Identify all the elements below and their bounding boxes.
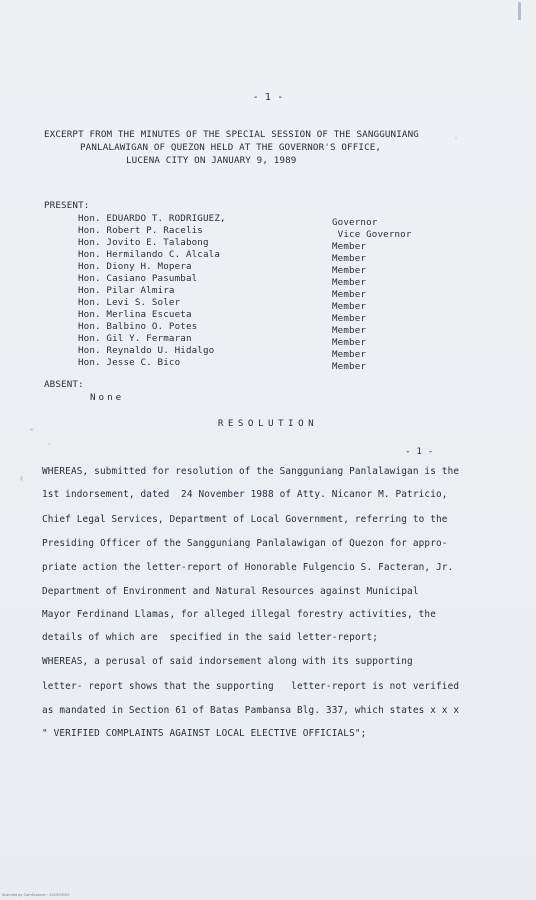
- member-name: Hon. Casiano Pasumbal: [78, 273, 198, 284]
- member-role: Member: [332, 349, 367, 360]
- heading-line-1: EXCERPT FROM THE MINUTES OF THE SPECIAL SESSION OF THE SANGGUNIANG: [44, 129, 419, 140]
- binding-mark: [518, 2, 521, 20]
- absent-value: None: [90, 392, 125, 403]
- member-name: Hon. Jovito E. Talabong: [78, 237, 209, 248]
- member-role: Member: [332, 265, 367, 276]
- member-name: Hon. Reynaldo U. Hidalgo: [78, 345, 215, 356]
- body-line: Mayor Ferdinand Llamas, for alleged illegal forestry activities, the: [42, 609, 437, 620]
- member-role: Member: [332, 361, 367, 372]
- body-line: Chief Legal Services, Department of Local Government, referring to the: [42, 514, 448, 525]
- member-role: Member: [332, 277, 367, 288]
- present-label: PRESENT:: [44, 200, 90, 211]
- body-line: letter- report shows that the supporting letter-report is not verified: [42, 681, 460, 692]
- body-line: 1st indorsement, dated 24 November 1988 of Atty. Nicanor M. Patricio,: [42, 489, 448, 500]
- body-line: as mandated in Section 61 of Batas Pambansa Blg. 337, which states x x x: [42, 705, 460, 716]
- member-name: Hon. Hermilando C. Alcala: [78, 249, 221, 260]
- body-line: priate action the letter-report of Honorable Fulgencio S. Facteran, Jr.: [42, 562, 454, 573]
- paper-stain: [48, 443, 50, 445]
- body-line: WHEREAS, a perusal of said indorsement along with its supporting: [42, 656, 413, 667]
- member-role: Member: [332, 337, 367, 348]
- resolution-title: RESOLUTION: [217, 418, 319, 429]
- member-role: Member: [332, 313, 367, 324]
- member-role: Vice Governor: [332, 229, 412, 240]
- member-name: Hon. Balbino O. Potes: [78, 321, 198, 332]
- member-name: Hon. Jesse C. Bico: [78, 357, 181, 368]
- heading-line-3: LUCENA CITY ON JANUARY 9, 1989: [126, 155, 297, 166]
- member-role: Member: [332, 289, 367, 300]
- member-name: Hon. Pilar Almira: [78, 285, 175, 296]
- page-number: - 1 -: [252, 92, 284, 103]
- body-line: details of which are specified in the said letter-report;: [42, 632, 379, 643]
- member-role: Member: [332, 301, 367, 312]
- body-line: Department of Environment and Natural Resources against Municipal: [42, 586, 419, 597]
- paper-stain: [455, 137, 457, 139]
- absent-label: ABSENT:: [44, 379, 84, 390]
- paper-stain: [20, 476, 23, 481]
- member-role: Member: [332, 253, 367, 264]
- member-name: Hon. Diony H. Mopera: [78, 261, 192, 272]
- member-name: Hon. Robert P. Racelis: [78, 225, 203, 236]
- member-name: Hon. EDUARDO T. RODRIGUEZ,: [78, 213, 226, 224]
- scan-footer: Scanned by CamScanner · 2019/05/09: [2, 893, 70, 897]
- member-name: Hon. Levi S. Soler: [78, 297, 181, 308]
- member-name: Hon. Merlina Escueta: [78, 309, 192, 320]
- heading-line-2: PANLALAWIGAN OF QUEZON HELD AT THE GOVERNOR'S OFFICE,: [80, 142, 382, 153]
- paper-stain: [30, 428, 33, 431]
- resolution-number: - 1 -: [405, 446, 434, 457]
- member-role: Member: [332, 325, 367, 336]
- member-role: Member: [332, 241, 367, 252]
- member-role: Governor: [332, 217, 378, 228]
- body-line: " VERIFIED COMPLAINTS AGAINST LOCAL ELECTIVE OFFICIALS";: [42, 728, 367, 739]
- body-line: WHEREAS, submitted for resolution of the Sangguniang Panlalawigan is the: [42, 466, 460, 477]
- body-line: Presiding Officer of the Sangguniang Panlalawigan of Quezon for appro-: [42, 538, 448, 549]
- member-name: Hon. Gil Y. Fermaran: [78, 333, 192, 344]
